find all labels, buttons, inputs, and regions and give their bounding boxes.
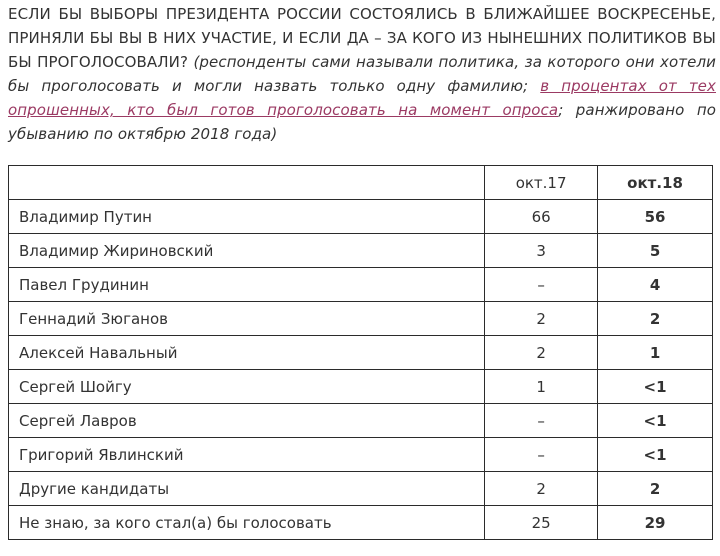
- row-oct17: 66: [485, 200, 598, 234]
- row-oct18: 4: [598, 268, 713, 302]
- table-row: [9, 438, 713, 472]
- row-name: Сергей Шойгу: [9, 370, 485, 404]
- row-oct17: –: [485, 404, 598, 438]
- table-row: [9, 268, 713, 302]
- results-table: [8, 165, 713, 540]
- row-name: Григорий Явлинский: [9, 438, 485, 472]
- row-oct17: 2: [485, 302, 598, 336]
- row-oct18: 56: [598, 200, 713, 234]
- table-row: [9, 200, 713, 234]
- row-name: Другие кандидаты: [9, 472, 485, 506]
- row-oct18: 2: [598, 472, 713, 506]
- table-row: [9, 506, 713, 540]
- table-row: [9, 404, 713, 438]
- row-oct17: 1: [485, 370, 598, 404]
- row-oct17: –: [485, 438, 598, 472]
- table-row: [9, 472, 713, 506]
- question-link[interactable]: в процентах от тех опрошенных, кто был готов проголосовать на момент опроса: [8, 77, 716, 119]
- table-row: [9, 234, 713, 268]
- row-name: Геннадий Зюганов: [9, 302, 485, 336]
- table-row: [9, 302, 713, 336]
- table-row: [9, 336, 713, 370]
- table-row: [9, 370, 713, 404]
- row-oct17: 25: [485, 506, 598, 540]
- row-name: Не знаю, за кого стал(а) бы голосовать: [9, 506, 485, 540]
- row-name: Сергей Лавров: [9, 404, 485, 438]
- header-oct18: окт.18: [598, 166, 713, 200]
- row-oct17: 2: [485, 336, 598, 370]
- row-oct18: 5: [598, 234, 713, 268]
- question-note-close: ; ранжировано по убыванию по октябрю 2018 года): [8, 101, 716, 143]
- table-header-row: [9, 166, 713, 200]
- row-oct18: 1: [598, 336, 713, 370]
- row-name: Владимир Жириновский: [9, 234, 485, 268]
- header-name: [9, 166, 485, 200]
- row-oct17: 3: [485, 234, 598, 268]
- row-name: Павел Грудинин: [9, 268, 485, 302]
- question-text: [8, 2, 716, 146]
- question-note-open: (респонденты сами называли политика, за которого они хотели бы проголосовать и могли назвать только одну фамилию;: [8, 53, 716, 95]
- row-oct17: 2: [485, 472, 598, 506]
- row-oct18: <1: [598, 404, 713, 438]
- question-main: ЕСЛИ БЫ ВЫБОРЫ ПРЕЗИДЕНТА РОССИИ СОСТОЯЛИСЬ В БЛИЖАЙШЕЕ ВОСКРЕСЕНЬЕ, ПРИНЯЛИ БЫ ВЫ В НИХ УЧАСТИЕ, И ЕСЛИ ДА – ЗА КОГО ИЗ НЫНЕШНИХ ПОЛИТИКОВ ВЫ БЫ ПРОГОЛОСОВАЛИ?: [8, 5, 716, 71]
- row-oct18: <1: [598, 438, 713, 472]
- row-name: Владимир Путин: [9, 200, 485, 234]
- row-oct18: 2: [598, 302, 713, 336]
- row-oct18: <1: [598, 370, 713, 404]
- row-oct17: –: [485, 268, 598, 302]
- header-oct17: окт.17: [485, 166, 598, 200]
- row-name: Алексей Навальный: [9, 336, 485, 370]
- row-oct18: 29: [598, 506, 713, 540]
